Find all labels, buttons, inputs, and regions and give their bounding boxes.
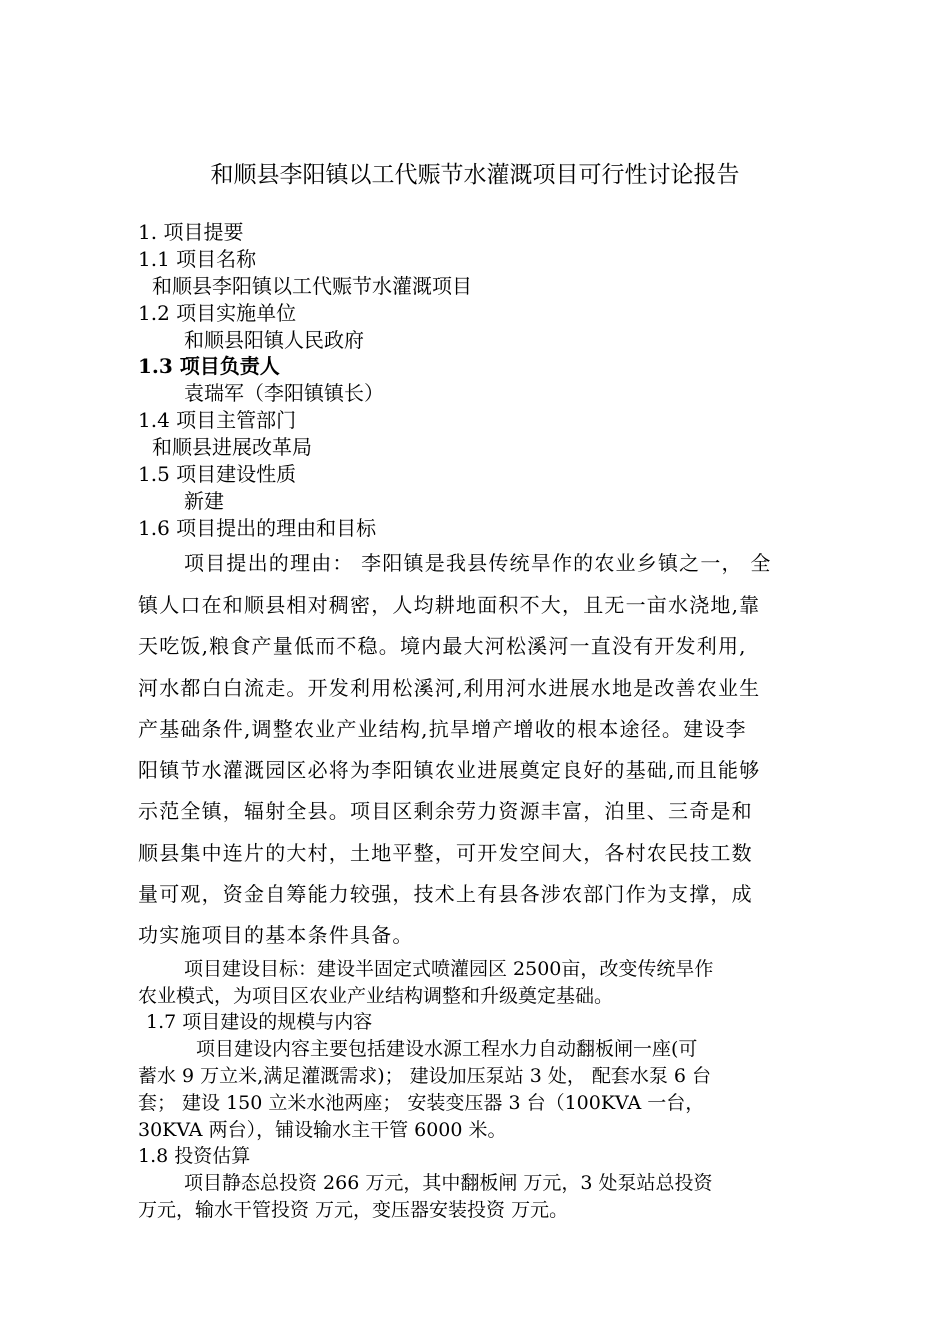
content-line: 蓄水 9 万立米,满足灌溉需求)； 建设加压泵站 3 处， 配套水泵 6 台 <box>138 1065 712 1087</box>
reason-line: 顺县集中连片的大村，土地平整，可开发空间大，各村农民技工数 <box>138 841 753 865</box>
reason-line: 镇人口在和顺县相对稠密，人均耕地面积不大，且无一亩水浇地,靠 <box>138 593 761 617</box>
reason-line: 量可观，资金自筹能力较强，技术上有县各涉农部门作为支撑，成 <box>138 882 753 906</box>
section-1-6-heading: 1.6 项目提出的理由和目标 <box>138 516 377 540</box>
reason-line: 河水都白白流走。开发利用松溪河,利用河水进展水地是改善农业生 <box>138 676 761 700</box>
reason-line: 示范全镇，辐射全县。项目区剩余劳力资源丰富，泊里、三奇是和 <box>138 799 753 823</box>
page-title: 和顺县李阳镇以工代赈节水灌溉项目可行性讨论报告 <box>210 162 740 188</box>
section-1-1-heading: 1.1 项目名称 <box>138 247 257 271</box>
supervising-department: 和顺县进展改革局 <box>152 435 312 459</box>
reason-line: 产基础条件,调整农业产业结构,抗旱增产增收的根本途径。建设李 <box>138 717 747 741</box>
content-line: 套； 建设 150 立米水池两座； 安装变压器 3 台（100KVA 一台， <box>138 1092 705 1114</box>
section-1-heading: 1. 项目提要 <box>138 220 244 244</box>
section-1-3-heading: 1.3 项目负责人 <box>138 354 280 378</box>
reason-line: 天吃饭,粮食产量低而不稳。境内最大河松溪河一直没有开发利用, <box>138 634 747 658</box>
reason-line: 阳镇节水灌溉园区必将为李阳镇农业进展奠定良好的基础,而且能够 <box>138 758 761 782</box>
reason-line: 功实施项目的基本条件具备。 <box>138 923 414 947</box>
investment-line: 万元，输水干管投资 万元，变压器安装投资 万元。 <box>138 1199 569 1221</box>
goal-line: 农业模式，为项目区农业产业结构调整和升级奠定基础。 <box>138 985 614 1007</box>
construction-nature: 新建 <box>184 489 224 513</box>
section-1-5-heading: 1.5 项目建设性质 <box>138 462 297 486</box>
content-line: 项目建设内容主要包括建设水源工程水力自动翻板闸一座(可 <box>196 1038 698 1060</box>
reason-line: 项目提出的理由： 李阳镇是我县传统旱作的农业乡镇之一， 全 <box>184 551 772 575</box>
section-1-4-heading: 1.4 项目主管部门 <box>138 408 297 432</box>
implementing-unit: 和顺县阳镇人民政府 <box>184 328 364 352</box>
content-line: 30KVA 两台），铺设输水主干管 6000 米。 <box>138 1119 507 1141</box>
project-name: 和顺县李阳镇以工代赈节水灌溉项目 <box>152 274 472 298</box>
project-leader: 袁瑞军（李阳镇镇长） <box>184 381 384 405</box>
section-1-7-heading: 1.7 项目建设的规模与内容 <box>146 1011 373 1033</box>
section-1-8-heading: 1.8 投资估算 <box>138 1145 251 1167</box>
goal-line: 项目建设目标：建设半固定式喷灌园区 2500亩，改变传统旱作 <box>184 958 714 980</box>
section-1-2-heading: 1.2 项目实施单位 <box>138 301 297 325</box>
investment-line: 项目静态总投资 266 万元，其中翻板闸 万元，3 处泵站总投资 <box>184 1172 713 1194</box>
